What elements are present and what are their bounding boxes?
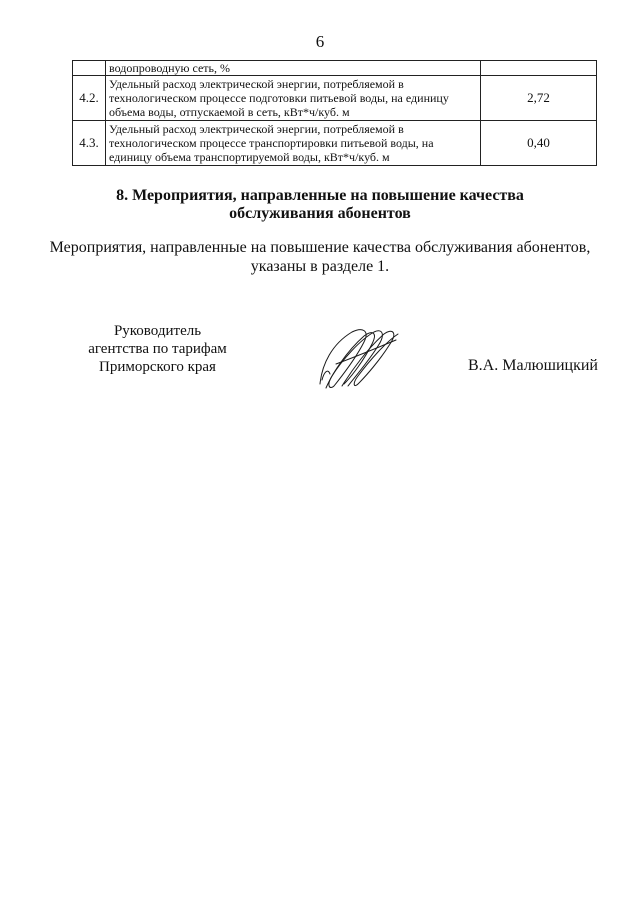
indicators-table	[72, 60, 597, 166]
row-number: 4.2.	[73, 76, 106, 121]
handwritten-signature	[312, 324, 407, 392]
section-heading-line: обслуживания абонентов	[229, 205, 411, 222]
section-heading	[0, 187, 640, 223]
row-description: Удельный расход электрической энергии, потребляемой в технологическом процессе подготовки питьевой воды, на единицу объема воды, отпускаемой в сеть, кВт*ч/куб. м	[106, 76, 481, 121]
row-description: Удельный расход электрической энергии, потребляемой в технологическом процессе транспортировки питьевой воды, на единицу объема транспортируемой воды, кВт*ч/куб. м	[106, 121, 481, 166]
signer-position-line: агентства по тарифам	[88, 341, 227, 357]
table-row	[73, 121, 597, 166]
table-row	[73, 61, 597, 76]
table-row	[73, 76, 597, 121]
row-value: 2,72	[481, 76, 597, 121]
signer-position-line: Приморского края	[99, 359, 216, 375]
section-body-line: указаны в разделе 1.	[250, 258, 390, 275]
row-description: водопроводную сеть, %	[106, 61, 481, 76]
row-value: 0,40	[481, 121, 597, 166]
row-number: 4.3.	[73, 121, 106, 166]
section-body-line: Мероприятия, направленные на повышение качества обслуживания абонентов,	[49, 239, 591, 256]
page-number: 6	[315, 32, 325, 51]
section-body	[0, 238, 640, 276]
section-heading-line: 8. Мероприятия, направленные на повышение качества	[116, 187, 524, 204]
signer-name: В.А. Малюшицкий	[468, 357, 598, 374]
row-number	[73, 61, 106, 76]
row-value	[481, 61, 597, 76]
signer-position	[70, 322, 245, 376]
signer-position-line: Руководитель	[113, 323, 202, 339]
